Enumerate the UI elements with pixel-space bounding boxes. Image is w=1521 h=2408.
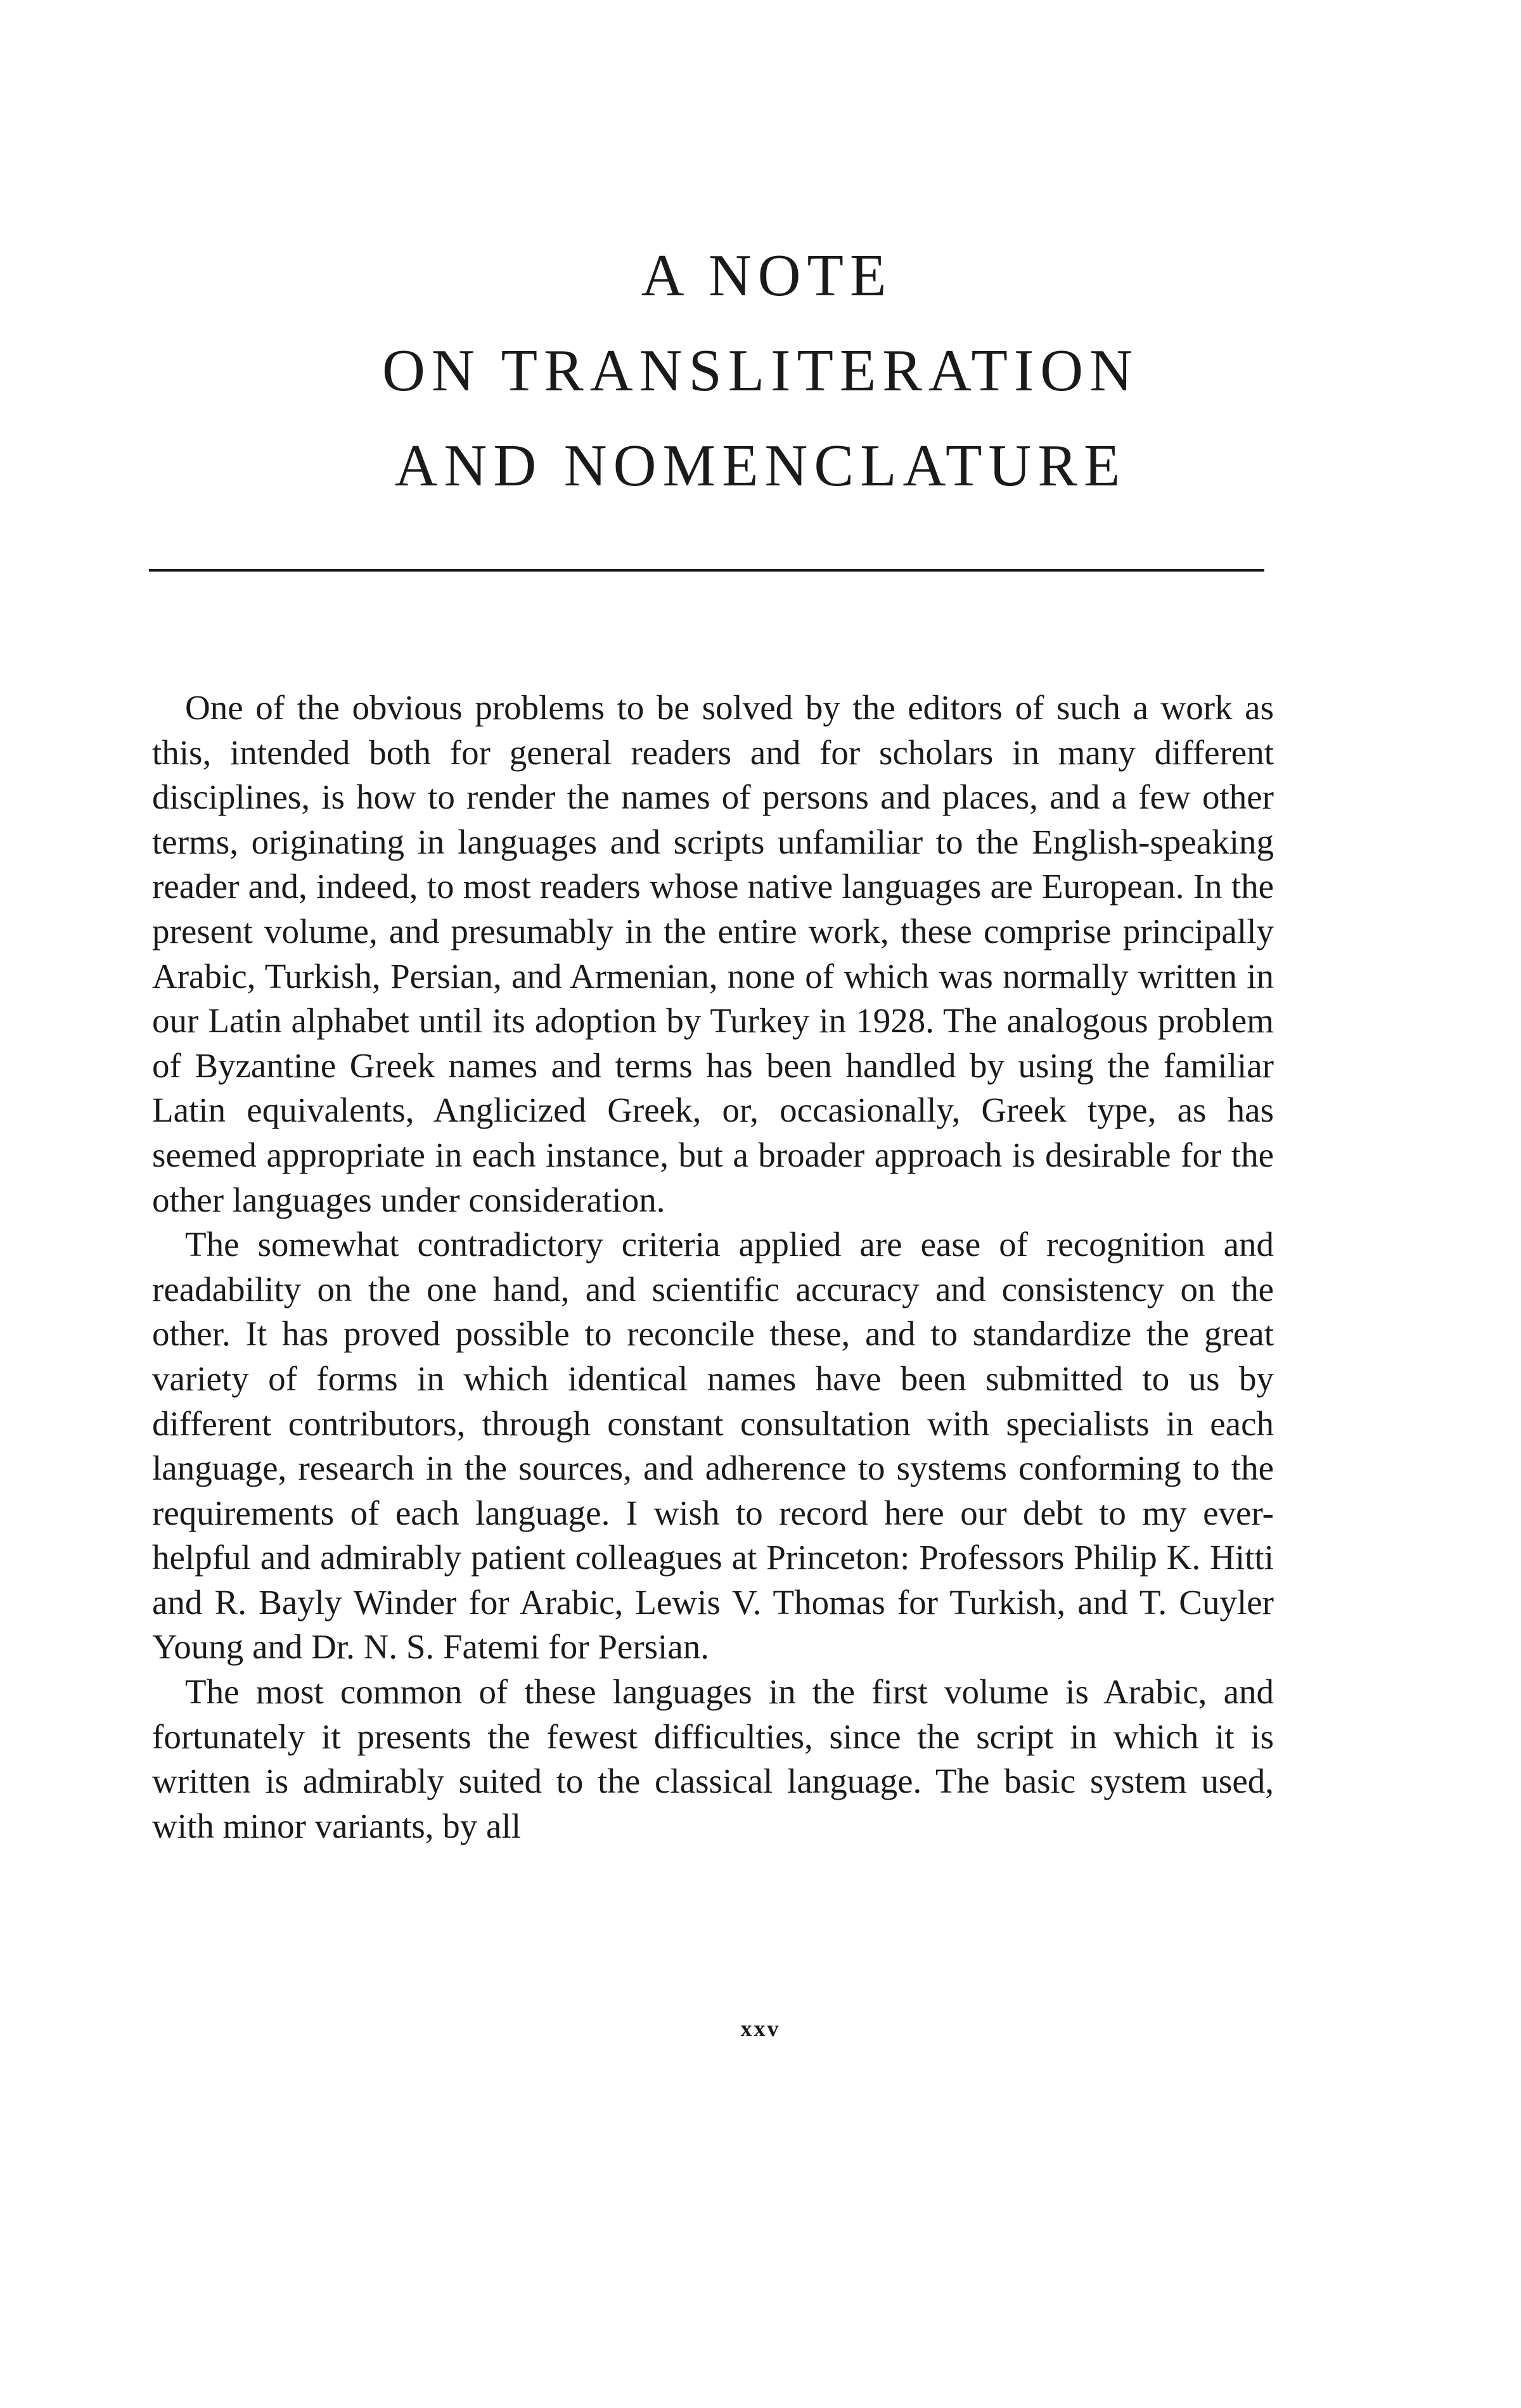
paragraph-2: The somewhat contradictory criteria applied are ease of recognition and readability on the one hand, and scientific accuracy and consistency on the other. It has proved possible to reconcile these, and to standardize the great variety of forms in which identical names have been submitted to us by different contributors, through constant consultation with specialists in each language, research in the sources, and adherence to systems conforming to the requirements of each language. I wish to record here our debt to my ever-helpful and admirably patient colleagues at Princeton: Professors Philip K. Hitti and R. Bayly Winder for Arabic, Lewis V. Thomas for Turkish, and T. Cuyler Young and Dr. N. S. Fatemi for Persian. <box>152 1225 1274 1667</box>
paragraph-3: The most common of these languages in the first volume is Arabic, and fortunately it presents the fewest difficulties, since the script in which it is written is admirably suited to the classical language. The basic system used, with minor variants, by all <box>152 1672 1274 1845</box>
body-text <box>152 686 1274 1848</box>
chapter-title <box>0 228 1521 513</box>
paragraph-1: One of the obvious problems to be solved by the editors of such a work as this, intended both for general readers and for scholars in many different disciplines, is how to render the names of persons and places, and a few other terms, originating in languages and scripts unfamiliar to the English-speaking reader and, indeed, to most readers whose native languages are European. In the present volume, and presumably in the entire work, these comprise principally Arabic, Turkish, Persian, and Armenian, none of which was normally written in our Latin alphabet until its adoption by Turkey in 1928. The analogous problem of Byzantine Greek names and terms has been handled by using the familiar Latin equivalents, Anglicized Greek, or, occasionally, Greek type, as has seemed appropriate in each instance, but a broader approach is desirable for the other languages under consideration. <box>152 688 1274 1219</box>
page-number: xxv <box>740 2016 781 2041</box>
title-line-1: A NOTE <box>641 243 893 309</box>
title-line-3: AND NOMENCLATURE <box>394 433 1127 499</box>
title-divider <box>149 569 1264 572</box>
title-line-2: ON TRANSLITERATION <box>382 338 1139 404</box>
